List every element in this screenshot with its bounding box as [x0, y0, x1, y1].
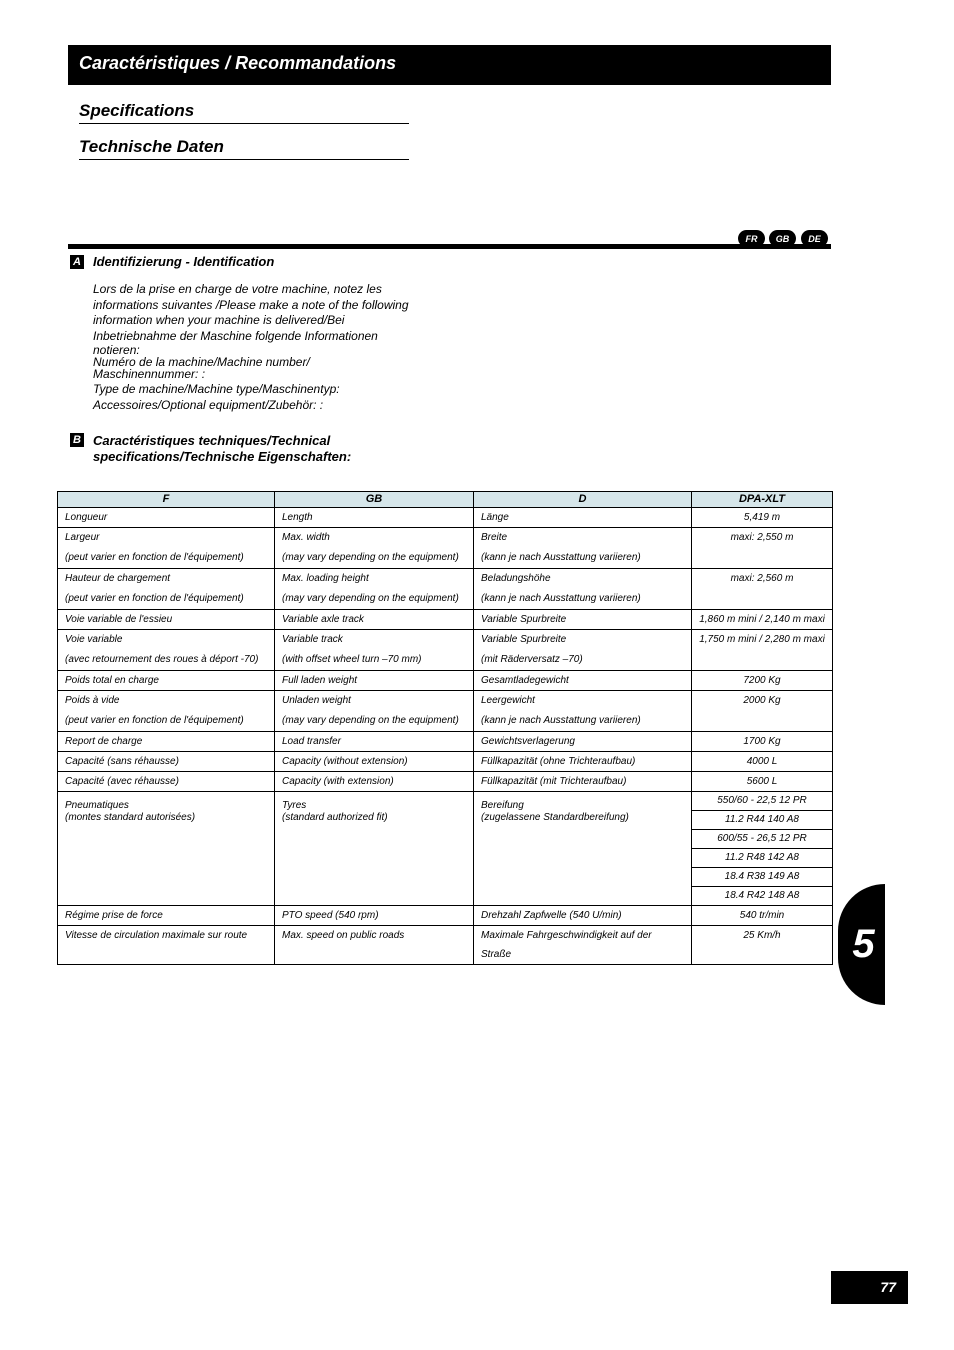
subtitle-underline — [79, 159, 409, 160]
column-header-dpa-xlt: DPA-XLT — [692, 492, 833, 508]
table-cell-f — [58, 752, 275, 772]
table-cell-line: Vitesse de circulation maximale sur route — [65, 930, 248, 941]
table-row — [58, 926, 833, 965]
table-cell-gb — [275, 691, 474, 732]
machine-type-field: Type de machine/Machine type/Maschinentyp: — [93, 382, 340, 396]
subtitle-technische-daten: Technische Daten — [79, 137, 224, 156]
table-cell-line: (avec retournement des roues à déport -70) — [65, 654, 259, 665]
table-cell-gb — [275, 569, 474, 610]
table-row — [58, 691, 833, 732]
table-cell-value: maxi: 2,560 m — [692, 569, 833, 610]
table-cell-value: 540 tr/min — [692, 906, 833, 926]
table-cell-line: Régime prise de force — [65, 910, 163, 921]
table-cell-line: Füllkapazität (mit Trichteraufbau) — [481, 776, 627, 787]
machine-number-field — [93, 356, 423, 380]
section-a-title: Identifizierung - Identification — [93, 254, 275, 269]
table-cell-line: PTO speed (540 rpm) — [282, 910, 379, 921]
table-cell-line: (may vary depending on the equipment) — [282, 715, 459, 726]
table-header-row — [58, 492, 833, 508]
table-cell-d — [474, 792, 692, 906]
tyre-size-item: 18.4 R42 148 A8 — [692, 886, 832, 905]
table-cell-d — [474, 906, 692, 926]
table-cell-d — [474, 528, 692, 569]
table-cell-value: 1,860 m mini / 2,140 m maxi — [692, 610, 833, 630]
tyre-size-item: 18.4 R38 149 A8 — [692, 867, 832, 886]
table-cell-gb — [275, 732, 474, 752]
table-cell-line: (zugelassene Standardbereifung) — [481, 812, 629, 823]
table-cell-line: Full laden weight — [282, 675, 358, 686]
table-row — [58, 732, 833, 752]
table-cell-line: Tyres — [282, 800, 307, 811]
table-cell-f — [58, 671, 275, 691]
accessories-field: Accessoires/Optional equipment/Zubehör: : — [93, 398, 324, 412]
table-cell-gb — [275, 610, 474, 630]
table-cell-gb — [275, 671, 474, 691]
table-cell-line: (kann je nach Ausstattung variieren) — [481, 715, 641, 726]
table-cell-value: 4000 L — [692, 752, 833, 772]
table-row-tyres — [58, 792, 833, 906]
table-cell-line: Longueur — [65, 512, 108, 523]
table-cell-line: Capacité (avec réhausse) — [65, 776, 179, 787]
table-row — [58, 906, 833, 926]
table-cell-line: (peut varier en fonction de l'équipement) — [65, 593, 244, 604]
table-cell-line: Load transfer — [282, 736, 341, 747]
table-cell-gb — [275, 906, 474, 926]
table-cell-gb — [275, 792, 474, 906]
table-cell-d — [474, 671, 692, 691]
section-b-title-line: specifications/Technische Eigenschaften: — [93, 449, 352, 464]
table-cell-gb — [275, 926, 474, 965]
table-row — [58, 630, 833, 671]
table-cell-d — [474, 772, 692, 792]
intro-line: informations suivantes /Please make a note of the following — [93, 297, 409, 312]
table-row — [58, 508, 833, 528]
table-cell-f — [58, 630, 275, 671]
intro-line: Lors de la prise en charge de votre machine, notez les — [93, 282, 382, 296]
table-cell-f — [58, 792, 275, 906]
table-cell-value: maxi: 2,550 m — [692, 528, 833, 569]
machine-number-line: Numéro de la machine/Machine number/ — [93, 355, 310, 369]
table-cell-line: (may vary depending on the equipment) — [282, 552, 459, 563]
table-cell-d — [474, 926, 692, 965]
table-cell-f — [58, 906, 275, 926]
table-cell-line: Capacity (with extension) — [282, 776, 394, 787]
intro-line: Inbetriebnahme der Maschine folgende Informationen — [93, 328, 378, 343]
table-cell-line: Beladungshöhe — [481, 573, 551, 584]
subtitle-specifications: Specifications — [79, 101, 195, 120]
table-cell-line: Variable axle track — [282, 614, 364, 625]
chapter-tab: 5 — [838, 884, 885, 1005]
table-cell-f — [58, 926, 275, 965]
table-cell-line: (peut varier en fonction de l'équipement) — [65, 552, 244, 563]
table-cell-f — [58, 569, 275, 610]
table-cell-value: 5,419 m — [692, 508, 833, 528]
table-cell-value: 5600 L — [692, 772, 833, 792]
table-cell-line: Pneumatiques — [65, 800, 129, 811]
table-cell-line: Length — [282, 512, 313, 523]
table-cell-line: (peut varier en fonction de l'équipement) — [65, 715, 244, 726]
table-cell-line: Länge — [481, 512, 509, 523]
table-cell-line: Leergewicht — [481, 695, 535, 706]
table-cell-line: Capacity (without extension) — [282, 756, 408, 767]
tyre-size-item: 550/60 - 22,5 12 PR — [717, 795, 807, 806]
section-rule — [68, 244, 831, 249]
table-cell-value: 25 Km/h — [692, 926, 833, 965]
table-cell-line: Variable track — [282, 634, 343, 645]
table-row — [58, 610, 833, 630]
language-badge-de: DE — [801, 230, 828, 247]
table-cell-line: Max. speed on public roads — [282, 930, 405, 941]
table-cell-line: (may vary depending on the equipment) — [282, 593, 459, 604]
table-row — [58, 671, 833, 691]
table-cell-line: (with offset wheel turn –70 mm) — [282, 654, 422, 665]
table-cell-value: 1700 Kg — [692, 732, 833, 752]
tyre-size-item: 11.2 R48 142 A8 — [692, 848, 832, 867]
table-cell-line: Report de charge — [65, 736, 143, 747]
table-cell-line: Maximale Fahrgeschwindigkeit auf der Straße — [481, 930, 652, 960]
table-cell-f — [58, 772, 275, 792]
table-cell-gb — [275, 508, 474, 528]
table-cell-line: Poids à vide — [65, 695, 120, 706]
table-cell-line: (standard authorized fit) — [282, 812, 388, 823]
table-cell-line: Variable Spurbreite — [481, 634, 567, 645]
subtitle-underline — [79, 123, 409, 124]
table-cell-line: Gesamtladegewicht — [481, 675, 569, 686]
table-cell-line: Unladen weight — [282, 695, 351, 706]
table-cell-d — [474, 610, 692, 630]
table-cell-gb — [275, 528, 474, 569]
intro-paragraph — [93, 282, 423, 357]
table-cell-d — [474, 569, 692, 610]
table-cell-d — [474, 752, 692, 772]
table-cell-d — [474, 732, 692, 752]
language-badge-fr: FR — [738, 230, 765, 247]
column-header-gb: GB — [275, 492, 474, 508]
table-cell-line: Füllkapazität (ohne Trichteraufbau) — [481, 756, 636, 767]
table-cell-line: Breite — [481, 532, 508, 543]
table-cell-gb — [275, 752, 474, 772]
table-cell-line: (kann je nach Ausstattung variieren) — [481, 552, 641, 563]
page-title: Caractéristiques / Recommandations — [79, 53, 397, 73]
table-cell-gb — [275, 630, 474, 671]
section-b-marker: B — [70, 433, 84, 447]
table-cell-line: Drehzahl Zapfwelle (540 U/min) — [481, 910, 622, 921]
table-cell-line: Bereifung — [481, 800, 524, 811]
section-a-marker: A — [70, 255, 84, 269]
table-cell-tyre-sizes — [692, 792, 833, 906]
table-cell-line: Variable Spurbreite — [481, 614, 567, 625]
table-body — [58, 508, 833, 965]
table-row — [58, 752, 833, 772]
table-cell-f — [58, 508, 275, 528]
table-cell-f — [58, 732, 275, 752]
section-b-title-line: Caractéristiques techniques/Technical — [93, 433, 331, 448]
table-cell-gb — [275, 772, 474, 792]
table-cell-line: Max. loading height — [282, 573, 369, 584]
table-cell-line: (mit Räderversatz –70) — [481, 654, 583, 665]
table-cell-d — [474, 630, 692, 671]
table-cell-line: Voie variable de l'essieu — [65, 614, 173, 625]
table-cell-line: Poids total en charge — [65, 675, 159, 686]
intro-line: information when your machine is delivered/Bei — [93, 313, 345, 327]
table-cell-line: Gewichtsverlagerung — [481, 736, 575, 747]
table-cell-line: Capacité (sans réhausse) — [65, 756, 179, 767]
specifications-table — [57, 491, 833, 965]
column-header-f: F — [58, 492, 275, 508]
table-cell-value: 1,750 m mini / 2,280 m maxi — [692, 630, 833, 671]
column-header-d: D — [474, 492, 692, 508]
tyre-size-item: 600/55 - 26,5 12 PR — [692, 829, 832, 848]
table-row — [58, 528, 833, 569]
table-cell-line: Hauteur de chargement — [65, 573, 171, 584]
table-row — [58, 569, 833, 610]
machine-number-line: Maschinennummer: : — [93, 367, 206, 381]
intro-line: notieren: — [93, 343, 140, 357]
table-cell-line: Largeur — [65, 532, 100, 543]
section-b-title — [93, 433, 351, 465]
table-cell-f — [58, 610, 275, 630]
table-cell-value: 2000 Kg — [692, 691, 833, 732]
table-cell-line: Max. width — [282, 532, 330, 543]
table-cell-value: 7200 Kg — [692, 671, 833, 691]
page-number: 77 — [831, 1271, 908, 1304]
table-cell-line: (montes standard autorisées) — [65, 812, 196, 823]
table-cell-d — [474, 691, 692, 732]
table-cell-line: Voie variable — [65, 634, 123, 645]
table-cell-line: (kann je nach Ausstattung variieren) — [481, 593, 641, 604]
table-row — [58, 772, 833, 792]
table-cell-d — [474, 508, 692, 528]
table-cell-f — [58, 528, 275, 569]
table-cell-f — [58, 691, 275, 732]
tyre-size-item: 11.2 R44 140 A8 — [692, 810, 832, 829]
language-badge-gb: GB — [769, 230, 796, 247]
